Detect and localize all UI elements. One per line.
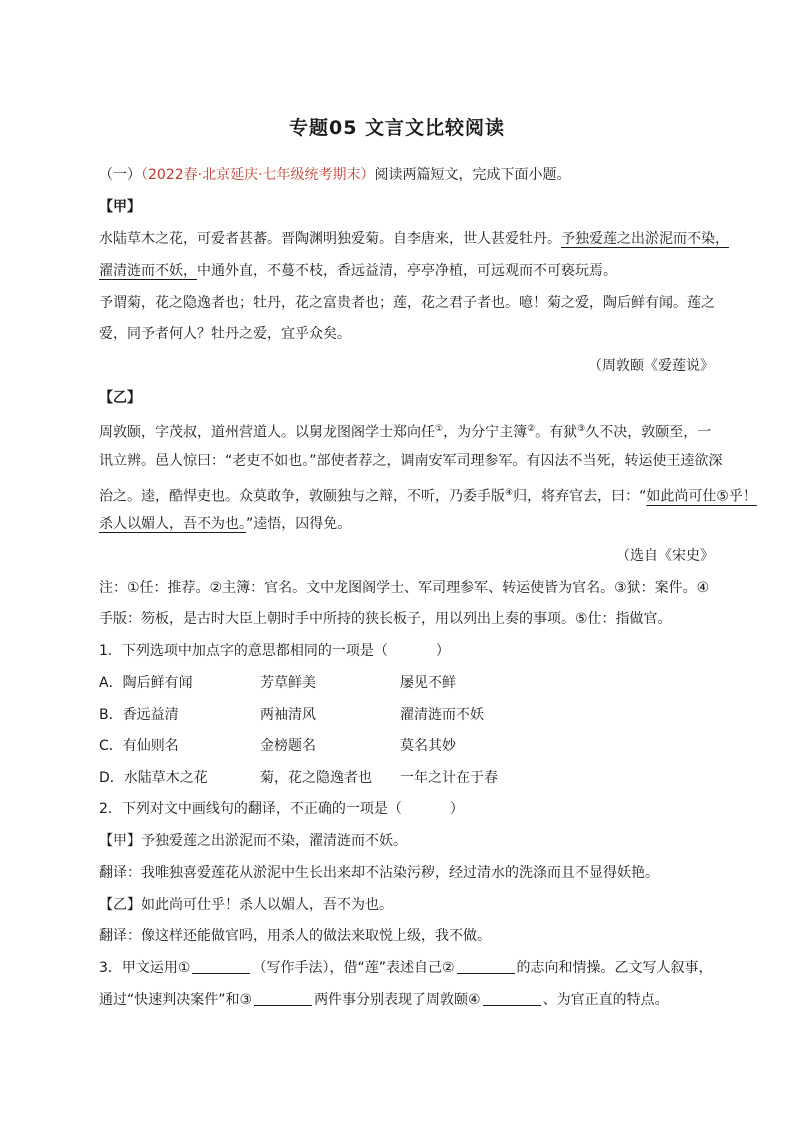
answer-blank-4[interactable] — [483, 991, 541, 1006]
q1-option-a-2: 芳草鲜美 — [260, 675, 316, 691]
jia-underlined-sentence: 予独爱莲之出淤泥而不染， — [561, 231, 729, 247]
q1-option-b-2: 两袖清风 — [260, 707, 316, 723]
note-ref-3: ③ — [577, 424, 586, 434]
q2-yi-line: 【乙】如此尚可仕乎！杀人以媚人，吾不为也。 — [99, 897, 393, 913]
yi-text: 治之。逵，酷悍吏也。众莫敢争，敦颐独与之辩，不听，乃委手版 — [99, 488, 505, 505]
yi-line1 — [99, 419, 711, 443]
q2-stem — [99, 799, 464, 819]
q1-stem-close: ） — [435, 643, 450, 659]
q1-stem — [99, 641, 450, 661]
yi-line4 — [99, 514, 351, 534]
jia-p1-line2 — [99, 261, 617, 281]
answer-blank-3[interactable] — [254, 991, 312, 1006]
yi-source: （选自《宋史》 — [616, 548, 714, 564]
note-ref-2: ② — [527, 424, 536, 434]
q2-stem-text: 2．下列对文中画线句的翻译，不正确的一项是（ — [99, 801, 402, 817]
q2-stem-close: ） — [449, 801, 464, 817]
yi-text: ，为分宁主簿 — [443, 424, 528, 441]
q1-option-c-3: 莫名其妙 — [400, 738, 456, 754]
yi-text: 久不决，敦颐至，一 — [585, 424, 712, 441]
notes-line1: 注：①任：推荐。②主簿：官名。文中龙图阁学士、军司理参军、转运使皆为官名。③狱：案件。④ — [99, 580, 710, 596]
answer-blank-2[interactable] — [457, 959, 515, 974]
q3-line1 — [99, 958, 713, 978]
jia-text: 中通外直，不蔓不枝，香远益清，亭亭净植，可远观而不可亵玩焉。 — [197, 263, 617, 279]
q1-option-d-3: 一年之计在于春 — [400, 770, 498, 786]
yi-underlined-sentence: 如此尚可仕⑤乎！ — [646, 488, 757, 505]
yi-text: 归，将弃官去，曰：“ — [513, 488, 647, 505]
q1-stem-text: 1．下列选项中加点字的意思都相同的一项是（ — [99, 643, 388, 659]
jia-label: 【甲】 — [99, 199, 141, 215]
yi-text: 周敦颐，字茂叔，道州营道人。以舅龙图阁学士郑向任 — [99, 424, 435, 441]
q1-option-a-3: 屡见不鲜 — [400, 675, 456, 691]
section-number: （一） — [99, 167, 141, 183]
q3-text: 的志向和情操。乙文写人叙事， — [516, 960, 713, 976]
note-ref-1: ① — [435, 424, 444, 434]
source-tag: （2022春·北京延庆·七年级统考期末） — [141, 167, 375, 183]
q1-option-b-3: 濯清涟而不妖 — [400, 707, 484, 723]
jia-p2-line2: 爱，同予者何人？牡丹之爱，宜乎众矣。 — [99, 326, 351, 342]
q2-jia-translation: 翻译：我唯独喜爱莲花从淤泥中生长出来却不沾染污秽，经过清水的洗涤而且不显得妖艳。 — [99, 865, 659, 881]
q3-text: 3．甲文运用① — [99, 960, 191, 976]
q3-text: 通过“快速判决案件”和③ — [99, 992, 253, 1008]
notes-line2: 手版：笏板，是古时大臣上朝时手中所持的狭长板子，用以列出上奏的事项。⑤仕：指做官。 — [99, 611, 672, 627]
note-ref-4: ④ — [505, 488, 514, 498]
intro-line — [99, 165, 571, 185]
q3-text: 两件事分别表现了周敦颐④ — [314, 992, 481, 1008]
jia-p1-line1 — [99, 229, 729, 249]
q1-option-a-1: A．陶后鲜有闻 — [99, 675, 193, 691]
jia-text: 水陆草木之花，可爱者甚蕃。晋陶渊明独爱菊。自李唐来，世人甚爱牡丹。 — [99, 231, 561, 247]
answer-blank-1[interactable] — [192, 959, 250, 974]
q1-option-b-1: B．香远益清 — [99, 707, 179, 723]
jia-underlined-sentence-cont: 濯清涟而不妖， — [99, 263, 197, 279]
q3-line2 — [99, 990, 669, 1010]
q1-option-c-2: 金榜题名 — [260, 738, 316, 754]
yi-text: 。有狱 — [535, 424, 578, 441]
q2-jia-line: 【甲】予独爱莲之出淤泥而不染，濯清涟而不妖。 — [99, 833, 407, 849]
yi-text: ”逵悟，囚得免。 — [246, 516, 352, 532]
q1-option-d-2: 菊，花之隐逸者也 — [260, 770, 372, 786]
q3-text: （写作手法），借“莲”表述自己② — [252, 960, 455, 976]
yi-line2: 讯立辨。邑人惊曰：“老吏不如也。”部使者荐之，调南安军司理参军。有囚法不当死，转运使王逵欲深 — [99, 453, 723, 469]
q1-option-c-1: C．有仙则名 — [99, 738, 179, 754]
yi-line3 — [99, 483, 757, 507]
intro-text: 阅读两篇短文，完成下面小题。 — [374, 167, 571, 183]
q1-option-d-1: D．水陆草木之花 — [99, 770, 208, 786]
yi-label: 【乙】 — [99, 390, 141, 406]
jia-source: （周敦颐《爱莲说》 — [588, 358, 714, 374]
yi-underlined-sentence-cont: 杀人以媚人，吾不为也。 — [99, 516, 246, 532]
jia-p2-line1: 予谓菊，花之隐逸者也；牡丹，花之富贵者也；莲，花之君子者也。噫！菊之爱，陶后鲜有闻。莲之 — [99, 295, 715, 311]
q2-yi-translation: 翻译：像这样还能做官吗，用杀人的做法来取悦上级，我不做。 — [99, 928, 491, 944]
q3-text: 、为官正直的特点。 — [542, 992, 669, 1008]
page-title: 专题05 文言文比较阅读 — [288, 117, 506, 139]
